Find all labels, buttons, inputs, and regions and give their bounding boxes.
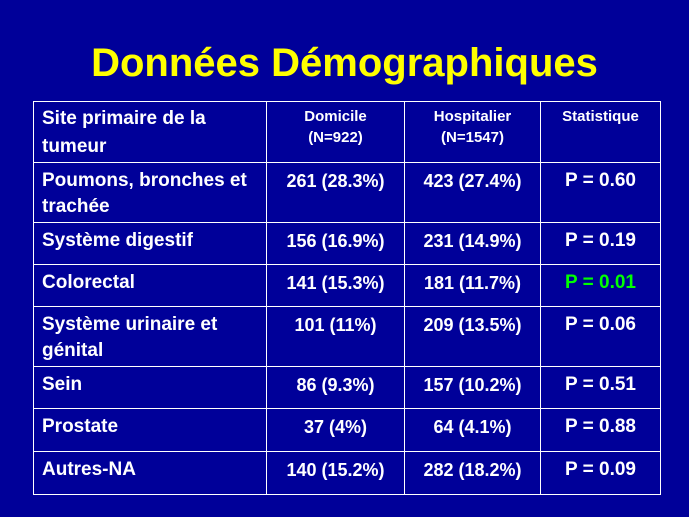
row-hospitalier: 64 (4.1%) xyxy=(405,409,541,452)
row-site: Système digestif xyxy=(34,223,267,265)
table-row xyxy=(34,223,661,265)
row-hospitalier: 423 (27.4%) xyxy=(405,163,541,223)
row-domicile: 261 (28.3%) xyxy=(267,163,405,223)
row-domicile: 37 (4%) xyxy=(267,409,405,452)
row-domicile: 156 (16.9%) xyxy=(267,223,405,265)
row-site: Système urinaire et génital xyxy=(34,307,267,367)
row-statistique: P = 0.60 xyxy=(541,163,661,223)
row-domicile: 101 (11%) xyxy=(267,307,405,367)
table-row xyxy=(34,452,661,495)
row-hospitalier: 231 (14.9%) xyxy=(405,223,541,265)
header-hospitalier: Hospitalier (N=1547) xyxy=(405,102,541,163)
row-statistique: P = 0.88 xyxy=(541,409,661,452)
row-site: Poumons, bronches et trachée xyxy=(34,163,267,223)
row-site: Prostate xyxy=(34,409,267,452)
table-header-row xyxy=(34,102,661,163)
row-site: Sein xyxy=(34,367,267,409)
row-statistique-significant: P = 0.01 xyxy=(541,265,661,307)
row-statistique: P = 0.19 xyxy=(541,223,661,265)
row-statistique: P = 0.06 xyxy=(541,307,661,367)
header-domicile: Domicile (N=922) xyxy=(267,102,405,163)
table-row xyxy=(34,163,661,223)
row-hospitalier: 282 (18.2%) xyxy=(405,452,541,495)
row-domicile: 140 (15.2%) xyxy=(267,452,405,495)
row-site: Colorectal xyxy=(34,265,267,307)
table-row xyxy=(34,307,661,367)
row-domicile: 86 (9.3%) xyxy=(267,367,405,409)
row-domicile: 141 (15.3%) xyxy=(267,265,405,307)
table-row xyxy=(34,367,661,409)
demographics-table xyxy=(33,101,661,495)
row-statistique: P = 0.09 xyxy=(541,452,661,495)
row-statistique: P = 0.51 xyxy=(541,367,661,409)
row-hospitalier: 157 (10.2%) xyxy=(405,367,541,409)
row-hospitalier: 209 (13.5%) xyxy=(405,307,541,367)
slide-title: Données Démographiques xyxy=(91,41,598,85)
table-row xyxy=(34,265,661,307)
header-statistique: Statistique xyxy=(541,102,661,163)
table-row xyxy=(34,409,661,452)
row-hospitalier: 181 (11.7%) xyxy=(405,265,541,307)
row-site: Autres-NA xyxy=(34,452,267,495)
header-site: Site primaire de la tumeur xyxy=(34,102,267,163)
